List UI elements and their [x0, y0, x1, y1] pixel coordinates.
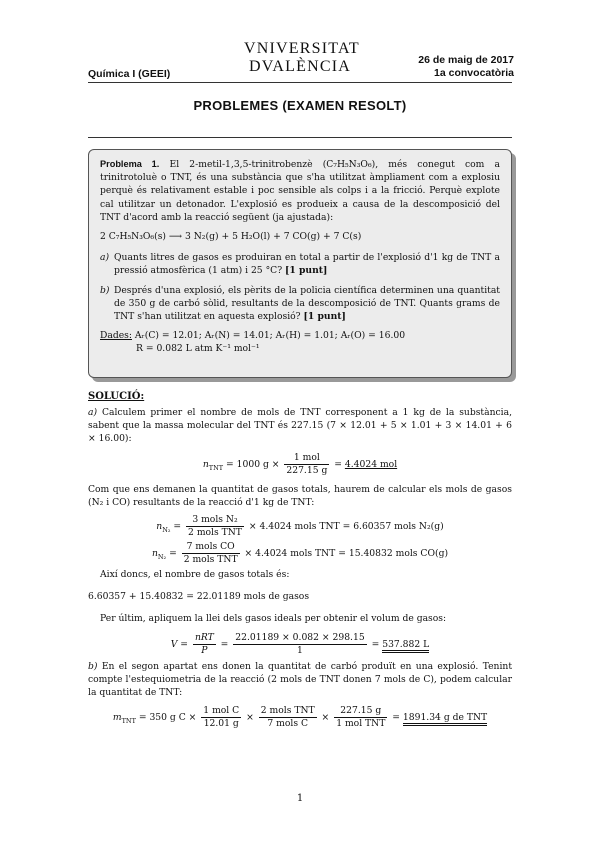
title-rule [88, 137, 512, 138]
eq-text: = 350 g C × [138, 712, 197, 724]
fraction [193, 632, 216, 657]
numerator: 227.15 g [334, 705, 387, 718]
numerator: 2 mols TNT [260, 705, 315, 717]
fraction [259, 705, 317, 730]
numerator: 1 mol C [203, 705, 240, 717]
fraction [182, 541, 240, 566]
data-label: Dades: [100, 330, 132, 342]
paragraph-gases: Com que ens demanen la quantitat de gasos totals, haurem de calcular els mols de gasos (N₂ i CO) resultants de la reacció d'1 kg de TNT: [88, 483, 512, 508]
item-points: [1 punt] [303, 311, 346, 323]
problem-item-a [100, 251, 500, 277]
part-b-intro: En el segon apartat ens donen la quantitat de carbó produït en una explosió. Tenint compte l'estequiometria de la reacció (2 mols de TNT donen 7 mols de C), podem calcular la quantitat de TNT: [88, 660, 513, 699]
numerator: 1 mol [284, 452, 329, 465]
logo-line-2: DVALÈNCIA [248, 58, 352, 75]
item-text: Després d'una explosió, els pèrits de la policia científica determinen una quantitat de 350 g de carbó sòlid, resultants de la descomposició de TNT. Quants grams de TNT s'han utilitzat en aquesta explosió? [114, 284, 500, 323]
reaction-equation: 2 C₇H₅N₃O₆(s) ⟶ 3 N₂(g) + 5 H₂O(l) + 7 CO(g) + 7 C(s) [100, 231, 362, 243]
eq-sub: TNT [121, 717, 136, 726]
eq-result: 537.882 L [382, 639, 429, 653]
page-number: 1 [296, 793, 304, 804]
data-line-2: R = 0.082 L atm K⁻¹ mol⁻¹ [136, 343, 260, 355]
denominator: 7 mols C [267, 718, 308, 730]
denominator: 2 mols TNT [183, 554, 238, 566]
eq-sub: N₂ [157, 552, 167, 561]
eq-text: × 4.4024 mols TNT = 15.40832 mols CO(g) [244, 548, 449, 560]
numerator: nRT [194, 631, 214, 643]
problem-label: Problema 1. [100, 159, 160, 169]
fraction [334, 705, 387, 730]
fraction [284, 452, 329, 477]
university-logo [244, 40, 360, 78]
item-text: Quants litres de gasos es produiran en total a partir de l'explosió d'1 kg de TNT a pressió atmosfèrica (1 atm) i 25 °C? [114, 252, 500, 277]
numerator: 3 mols N₂ [186, 514, 244, 527]
eq-text: × 4.4024 mols TNT = 6.60357 mols N₂(g) [248, 521, 444, 533]
problem-item-b [100, 284, 500, 324]
equation-moles-co: $n_{N_2}$ = $\frac{\text{7 mols CO}}{\text{2 mols TNT}}$ × 4.4024 mols TNT = 15.40832 mols CO(g) [151, 541, 449, 566]
eq-var: n [202, 458, 209, 470]
eq-sub: N₂ [162, 525, 171, 534]
equation-mass-tnt: $m_{TNT} = 350$ g C × $\frac{\text{1 mol C}}{12.01 g}$ × $\frac{\text{2 mols TNT}}{\text{7 mols C}}$ × $\frac{227.15 g}{\text{1 mol TNT}}$ = 1891.34 g de TNT [112, 705, 488, 730]
exam-session: 1a convocatòria [434, 67, 514, 79]
denominator: 2 mols TNT [188, 527, 242, 539]
equation-moles-n2: $n_{N_2}$ = $\frac{\text{3 mols N₂}}{\text{2 mols TNT}}$ × 4.4024 mols TNT = 6.60357 mols N₂(g) [156, 514, 444, 539]
equation-moles-tnt: $n_{TNT} = 1000$ g × $\frac{\text{1 mol}}{227.15 g}$ = 4.4024 mol [202, 451, 398, 476]
exam-date: 26 de maig de 2017 [418, 54, 514, 66]
course-name: Química I (GEEI) [88, 68, 171, 80]
item-points: [1 punt] [285, 265, 328, 277]
eq-sub: TNT [208, 463, 224, 472]
item-label: a) [100, 252, 110, 264]
data-line-1 [100, 329, 500, 342]
numerator: 22.01189 × 0.082 × 298.15 [235, 631, 365, 643]
part-a-intro: Calculem primer el nombre de mols de TNT corresponent a 1 kg de la substància, sabent que la massa molecular del TNT és 227.15 (7 × 12.01 + 5 × 1.01 + 3 × 14.01 + 6 × 16.00): [88, 407, 512, 445]
denominator: 227.15 g [286, 464, 328, 476]
item-label: b) [100, 284, 110, 296]
solution-body [88, 406, 512, 730]
fraction [201, 705, 241, 730]
part-a-label: a) [88, 407, 98, 418]
data-values: Aᵣ(C) = 12.01; Aᵣ(N) = 14.01; Aᵣ(H) = 1.01; Aᵣ(O) = 16.00 [134, 330, 406, 342]
solution-heading: SOLUCIÓ: [88, 391, 145, 402]
fraction [186, 514, 244, 539]
equation-volume: V = $\frac{\text{nRT}}{P}$ = $\frac{22.01189 \times 0.082 \times 298.15}{1}$ = 537.882 L [170, 631, 430, 656]
problem-statement [100, 158, 500, 356]
paragraph-total: Així doncs, el nombre de gasos totals és: [100, 569, 290, 581]
eq-var: V = [170, 638, 189, 650]
denominator: 1 [297, 644, 303, 656]
paragraph-ideal-gas: Per últim, apliquem la llei dels gasos ideals per obtenir el volum de gasos: [100, 613, 447, 625]
logo-line-1: VNIVERSITAT [244, 40, 360, 57]
part-b-label: b) [88, 660, 98, 672]
fraction [233, 632, 366, 657]
denominator: P [201, 644, 208, 656]
eq-result: 1891.34 g de TNT [403, 712, 487, 726]
header-rule [88, 82, 512, 83]
equation-total-gases: 6.60357 + 15.40832 = 22.01189 mols de gasos [88, 591, 310, 603]
denominator: 1 mol TNT [336, 718, 386, 730]
problem-intro: El 2-metil-1,3,5-trinitrobenzè (C₇H₅N₃O₆), més conegut com a trinitrotoluè o TNT, és una substància que s'ha utilitzat àmpliament com a explosiu perquè és relativament estable i poc sensible als colps i a la fricció. Perquè explote cal utilitzar un detonador. L'explosió es produeix a causa de la descomposició del TNT d'acord amb la reacció següent (ja ajustada): [100, 159, 500, 223]
numerator: 7 mols CO [182, 541, 240, 554]
exam-date-block [418, 54, 514, 80]
page-title: PROBLEMES (EXAMEN RESOLT) [193, 98, 407, 113]
denominator: 12.01 g [203, 718, 239, 730]
eq-result: 4.4024 mol [344, 458, 398, 470]
eq-text: = 1000 g × [226, 458, 280, 470]
